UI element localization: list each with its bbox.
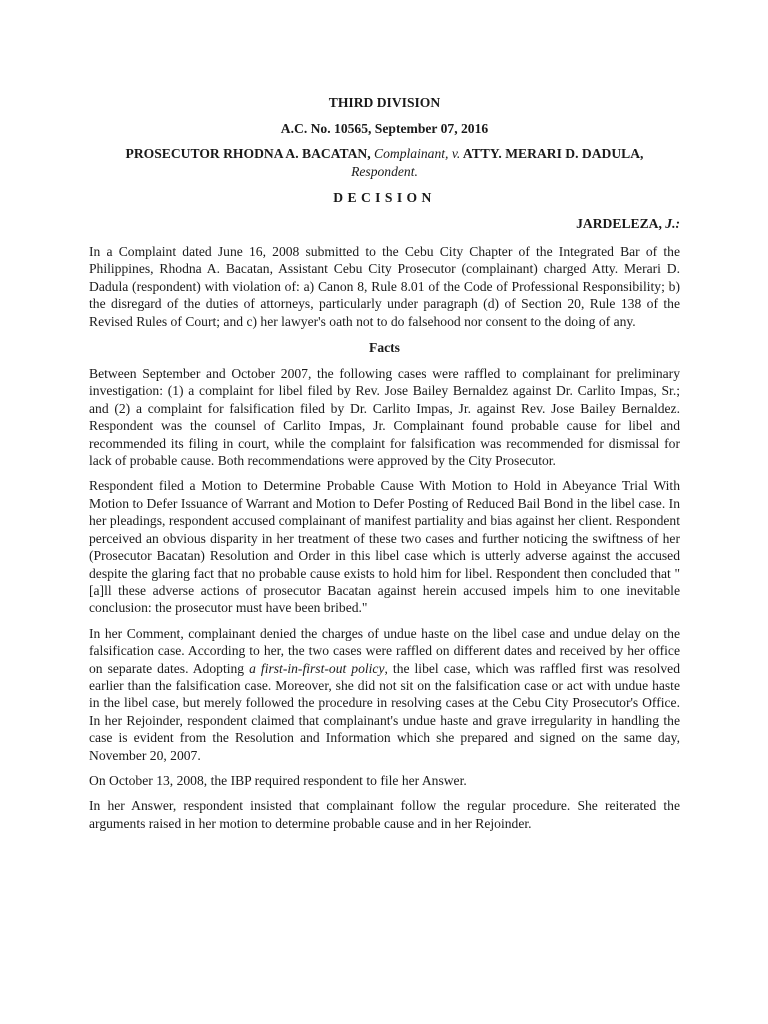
ponente-name: JARDELEZA, (576, 216, 662, 231)
complainant-name: PROSECUTOR RHODNA A. BACATAN, (125, 146, 371, 161)
division-heading: THIRD DIVISION (328, 95, 441, 110)
intro-paragraph: In a Complaint dated June 16, 2008 submitted to the Cebu City Chapter of the Integrated Bar of the Philippines, Rhodna A. Bacatan, Assistant Cebu City Prosecutor (complainant) charged Atty. Merari D. Dadula (respondent) with violation of: a) Canon 8, Rule 8.01 of the Code of Professional Responsibility; b) the disregard of the duties of attorneys, particularly under paragraph (d) of Section 20, Rule 138 of the Revised Rules of Court; and c) her lawyer's oath not to do falsehood nor consent to the doing of any. (89, 244, 680, 329)
facts-paragraph-3-start: In her Comment, complainant denied the charges of undue haste on the libel case and undue delay on the falsification case. According to her, the two cases were raffled on different dates and received by her office on separate dates. Adopting (89, 625, 680, 676)
facts-heading: Facts (369, 340, 400, 356)
complainant-role: Complainant, v. (374, 146, 461, 161)
facts-paragraph-3-end: , the libel case, which was raffled first was resolved earlier than the falsification case. Moreover, she did not sit on the falsification case or act with undue haste in the libel case, but merely followed the procedure in resolving cases at the Cebu City Prosecutor's Office. In her Rejoinder, respondent claimed that complainant's undue haste and grave irregularity in handling the case is evident from the Resolution and Information which she prepared and signed on the same day, November 20, 2007. (89, 660, 680, 763)
respondent-name: ATTY. MERARI D. DADULA, (462, 146, 644, 161)
decision-page (89, 88, 680, 832)
case-parties (89, 145, 680, 181)
facts-paragraph-4: On October 13, 2008, the IBP required respondent to file her Answer. (89, 772, 467, 788)
facts-paragraph-2: Respondent filed a Motion to Determine Probable Cause With Motion to Hold in Abeyance Trial With Motion to Defer Issuance of Warrant and Motion to Defer Posting of Reduced Bail Bond in the libel case. In her pleadings, respondent accused complainant of manifest partiality and bias against her client. Respondent perceived an obvious disparity in her treatment of these two cases and further noticing the swiftness of her (Prosecutor Bacatan) Resolution and Order in this libel case which is utterly adverse against the accused despite the glaring fact that no probable cause exists to hold him for libel. Respondent then concluded that "[a]ll these adverse actions of prosecutor Bacatan against herein accused impels him to one inevitable conclusion: the prosecutor must have been bribed." (89, 478, 680, 616)
ponente (89, 215, 680, 233)
respondent-role: Respondent. (351, 164, 418, 179)
facts-paragraph-3-emphasis: a first-in-first-out policy (249, 660, 385, 676)
facts-paragraph-3 (89, 625, 680, 764)
facts-paragraph-5: In her Answer, respondent insisted that complainant follow the regular procedure. She reiterated the arguments raised in her motion to determine probable cause and in her Rejoinder. (89, 798, 680, 831)
ponente-title: J.: (665, 216, 680, 231)
facts-paragraph-1: Between September and October 2007, the following cases were raffled to complainant for preliminary investigation: (1) a complaint for libel filed by Rev. Jose Bailey Bernaldez against Dr. Carlito Impas, Sr.; and (2) a complaint for falsification filed by Dr. Carlito Impas, Jr. against Rev. Jose Bailey Bernaldez. Respondent was the counsel of Carlito Impas, Jr. Complainant found probable cause for libel and recommended its filing in court, while the complaint for falsification was recommended for dismissal for lack of probable cause. Both recommendations were approved by the City Prosecutor. (89, 366, 680, 469)
decision-label: DECISION (333, 190, 436, 205)
case-number: A.C. No. 10565, September 07, 2016 (280, 121, 489, 136)
